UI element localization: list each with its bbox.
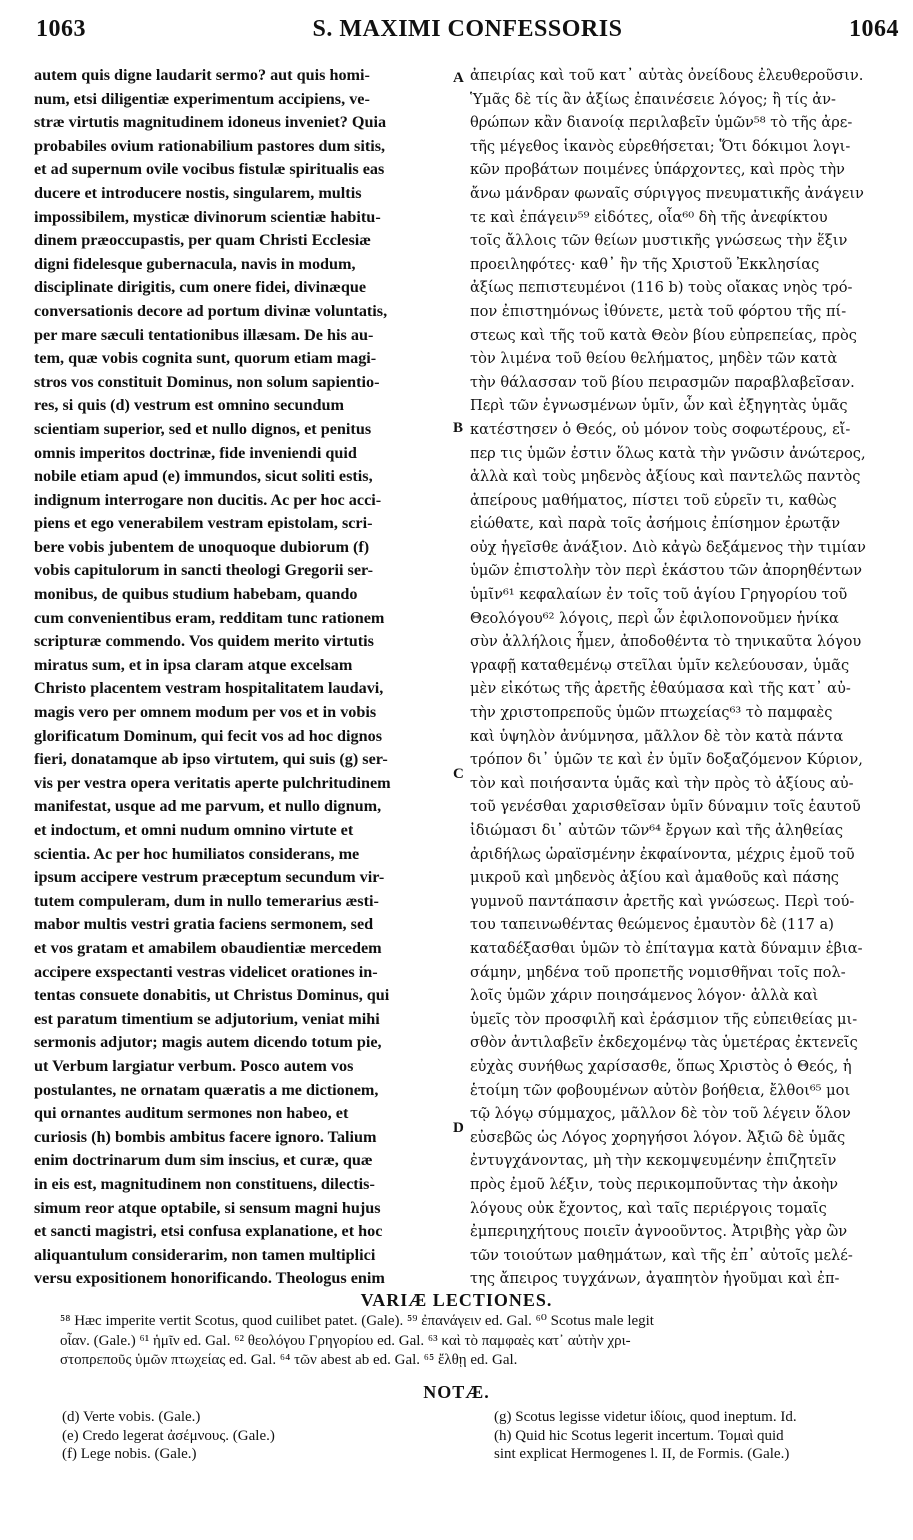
- text-line: tem, quæ vobis cognita sunt, quorum etiam magi-: [34, 349, 377, 368]
- text-line: ὑμῖν⁶¹ κεφαλαίων ἐν τοῖς τοῦ ἁγίου Γρηγορίου τοῦ: [470, 586, 848, 604]
- notae-right-column: [494, 1408, 904, 1464]
- text-line: stræ virtutis magnitudinem idoneus inveniet? Quia: [34, 113, 387, 132]
- text-line: versu expositionem honorificando. Theologus enim: [34, 1269, 385, 1288]
- text-line: κατέστησεν ὁ Θεός, οὐ μόνον τοὺς σοφωτέρους, εἴ-: [470, 420, 851, 438]
- text-line: τῶν τοιούτων μαθημάτων, καὶ τῆς ἐπ᾽ αὐτοῖς μελέ-: [470, 1246, 853, 1264]
- text-line: (h) Quid hic Scotus legerit incertum. Τομαὶ quid: [494, 1427, 784, 1444]
- text-line: Περὶ τῶν ἐγνωσμένων ὑμῖν, ὧν καὶ ἐξηγητὰς ὑμᾶς: [470, 397, 848, 415]
- text-line: γραφῇ καταθεμένῳ στεῖλαι ὑμῖν κελεύουσαν, ὑμᾶς: [470, 656, 850, 674]
- text-line: τοῦ γενέσθαι χαρισθεῖσαν ὑμῖν δύναμιν τοῖς ἑαυτοῦ: [470, 798, 861, 816]
- text-line: στεως καὶ τῆς τοῦ κατὰ Θεὸν βίου εὐπρεπείας, πρὸς: [470, 326, 857, 344]
- greek-column: [470, 64, 906, 1291]
- text-line: autem quis digne laudarit sermo? aut quis homi-: [34, 66, 370, 84]
- text-line: καὶ ὑψηλὸν ἀνύμνησα, μᾶλλον δὲ τὸν κατὰ πάντα: [470, 727, 844, 745]
- text-line: ἀπειρίας καὶ τοῦ κατ᾽ αὐτὰς ὀνείδους ἐλευθεροῦσιν.: [470, 67, 864, 84]
- text-line: (g) Scotus legisse videtur ἰδίοις, quod ineptum. Id.: [494, 1409, 797, 1425]
- text-line: τὸν λιμένα τοῦ θείου θελήματος, μηδὲν τῶν κατὰ: [470, 350, 838, 368]
- text-line: σὺν ἀλλήλοις ἦμεν, ἀποδοθέντα τὸ τηνικαῦτα λόγου: [470, 633, 862, 651]
- text-line: τρόπον δι᾽ ὑμῶν τε καὶ ἐν ὑμῖν δοξαζόμενον Κύριον,: [470, 751, 863, 769]
- text-line: ἑτοίμη τῶν φοβουμένων αὐτὸν βοήθεια, ἔλθοι⁶⁵ μοι: [470, 1081, 851, 1099]
- text-line: θρώπων κἂν διανοίᾳ περιλαβεῖν ὑμῶν⁵⁸ τὸ τῆς ἀρε-: [470, 114, 853, 132]
- text-line: glorificatum Dominum, qui fecit vos ad hoc dignos: [34, 726, 383, 745]
- text-line: προειληφότες· καθ᾽ ἣν τῆς Χριστοῦ Ἐκκλησίας: [470, 255, 820, 273]
- text-line: magis vero per omnem modum per vos et in vobis: [34, 703, 377, 722]
- text-line: του ταπεινωθέντας θεώμενος ἐμαυτὸν δὲ (117 a): [470, 916, 834, 934]
- text-line: μικροῦ καὶ μηδενὸς ἀξίου καὶ ἀμαθοῦς καὶ πάσης: [470, 869, 839, 887]
- page-number-right: 1064: [849, 15, 899, 42]
- text-line: sermonis adjutor; magis autem dicendo totum pie,: [34, 1033, 382, 1052]
- text-line: (e) Credo legerat ἀσέμνους. (Gale.): [62, 1427, 275, 1444]
- text-line: monibus, de quibus studium habebam, quando: [34, 585, 358, 604]
- text-line: στοπρεποῦς ὑμῶν πτωχείας ed. Gal. ⁶⁴ τῶν abest ab ed. Gal. ⁶⁵ ἔλθῃ ed. Gal.: [60, 1352, 518, 1368]
- text-line: ἐντυγχάνοντας, μὴ τὴν κεκομψευμένην ἐπιζητεῖν: [470, 1152, 837, 1170]
- text-line: num, etsi diligentiæ experimentum accipiens, ve-: [34, 89, 370, 108]
- text-line: τοῖς ἄλλοις τῶν θείων μυστικῆς γνώσεως τὴν ἕξιν: [470, 232, 848, 250]
- notae-left-column: [62, 1408, 462, 1464]
- margin-marker-a: A: [453, 70, 464, 86]
- text-line: per mare sæculi tentationibus illæsam. De his au-: [34, 325, 374, 344]
- text-line: ἐμπεριηχήτους ποιεῖν ἀγνοοῦντος. Ἀτριβὴς γὰρ ὢν: [470, 1223, 848, 1241]
- text-line: postulantes, ne ornatam quæratis a me dictionem,: [34, 1080, 379, 1099]
- text-line: τὸν καὶ ποιήσαντα ὑμᾶς καὶ τὴν πρὸς τὸ ἀξίους αὐ-: [470, 774, 854, 792]
- margin-marker-d: D: [453, 1120, 464, 1136]
- text-line: ducere et introducere nostis, singularem, multis: [34, 183, 362, 202]
- text-line: τὴν θάλασσαν τοῦ βίου πειρασμῶν παραβλαβεῖσαν.: [470, 373, 855, 391]
- text-line: ἀξίως πεπιστευμένοι (116 b) τοὺς οἴακας νηὸς τρό-: [470, 279, 853, 297]
- text-line: et indoctum, et omni nudum omnino virtute et: [34, 821, 354, 839]
- text-line: fieri, donatamque ab ipso virtutem, qui suis (g) ser-: [34, 750, 388, 769]
- text-line: ἀριδήλως ὡραϊσμένην ἐκφαίνοντα, μέχρις ἐμοῦ τοῦ: [470, 845, 855, 863]
- text-line: conversationis decore ad portum divinæ voluntatis,: [34, 301, 388, 320]
- running-title: S. MAXIMI CONFESSORIS: [312, 15, 623, 42]
- text-line: disciplinate dirigitis, cum onere fidei, divinæque: [34, 278, 367, 297]
- text-line: vobis capitulorum in sancti theologi Gregorii ser-: [34, 561, 374, 580]
- text-line: λόγους οὐκ ἔχοντος, καὶ ταῖς περιέργοις τομαῖς: [470, 1199, 827, 1217]
- text-line: ὑμεῖς τὸν προσφιλῆ καὶ ἐράσμιον τῆς εὐπειθείας μι-: [470, 1010, 858, 1028]
- text-line: est paratum timentium se adjutorium, veniat mihi: [34, 1009, 380, 1028]
- variae-lectiones-title: VARIÆ LECTIONES.: [360, 1290, 553, 1310]
- text-line: ἰδιώμασι δι᾽ αὐτῶν τῶν⁶⁴ ἔργων καὶ τῆς ἀληθείας: [470, 822, 844, 839]
- margin-marker-c: C: [453, 766, 464, 782]
- text-line: bere vobis jubentem de unoquoque dubiorum (f): [34, 537, 370, 556]
- text-line: σθὸν ἀντιλαβεῖν ἐκδεχομένῳ τὰς ὑμετέρας ἐκτενεῖς: [470, 1034, 858, 1052]
- text-line: περ τις ὑμῶν ἐστιν ὅλως κατὰ τὴν γνῶσιν ἀνώτερος,: [470, 444, 866, 462]
- text-line: οὐχ ἡγεῖσθε ἀνάξιον. Διὸ κἀγὼ δεξάμενος τὴν τιμίαν: [470, 538, 866, 556]
- running-header: [36, 6, 899, 52]
- text-line: nobile etiam apud (e) immundos, sicut soliti estis,: [34, 467, 373, 486]
- text-line: ut Verbum largiatur verbum. Posco autem vos: [34, 1056, 354, 1075]
- text-line: manifestat, usque ad me parvum, et nullo dignum,: [34, 797, 382, 816]
- text-line: et ad supernum ovile vocibus fistulæ spiritualis eas: [34, 160, 385, 179]
- text-line: Ὑμᾶς δὲ τίς ἂν ἀξίως ἐπαινέσειε λόγος; ἢ τίς ἀν-: [470, 90, 836, 108]
- text-line: σάμην, μηδένα τοῦ προπετῆς νομισθῆναι τοῖς πολ-: [470, 963, 846, 981]
- text-line: (f) Lege nobis. (Gale.): [62, 1446, 197, 1462]
- text-line: ipsum accipere vestrum præceptum secundum vir-: [34, 868, 385, 887]
- text-line: cum convenientibus eram, redditam tunc rationem: [34, 608, 385, 627]
- text-line: Θεολόγου⁶² λόγοις, περὶ ὧν ἐφιλοπονοῦμεν ἡνίκα: [470, 609, 839, 627]
- text-line: et vos gratam et amabilem obaudientiæ mercedem: [34, 938, 382, 957]
- margin-marker-b: B: [453, 420, 464, 436]
- text-line: ἀλλὰ καὶ τοὺς μηδενὸς ἀξίους καὶ παντελῶς παντὸς: [470, 468, 861, 486]
- variae-lectiones: [60, 1312, 880, 1371]
- text-line: μὲν εἰκότως τῆς ἀρετῆς ἐθαύμασα καὶ τῆς κατ᾽ αὐ-: [470, 680, 851, 698]
- text-line: qui ornantes auditum sermones non habeo, et: [34, 1104, 349, 1123]
- text-line: τῷ λόγῳ σύμμαχος, μᾶλλον δὲ τὸν τοῦ λέγειν ὅλον: [470, 1105, 851, 1123]
- text-line: sint explicat Hermogenes l. II, de Formis. (Gale.): [494, 1446, 790, 1462]
- text-line: τε καὶ ἐπάγειν⁵⁹ εἰδότες, οἷα⁶⁰ δὴ τῆς ἀνεφίκτου: [470, 208, 828, 226]
- text-line: indignum interrogare non ducitis. Ac per hoc acci-: [34, 490, 382, 509]
- text-line: dinem præoccupastis, per quam Christi Ecclesiæ: [34, 231, 371, 250]
- text-line: τῆς μέγεθος ἱκανὸς εὑρεθήσεται; Ὅτι δόκιμοι λογι-: [470, 137, 851, 155]
- text-line: curiosis (h) bombis ambitus facere ignoro. Talium: [34, 1127, 377, 1146]
- text-line: γυμνοῦ παντάπασιν ἀρετῆς καὶ γνώσεως. Περὶ τού-: [470, 892, 855, 910]
- text-line: εὐχὰς συνήθως χαρίσασθε, ὅπως Χριστὸς ὁ Θεός, ἡ: [470, 1057, 852, 1075]
- text-line: της ἄπειρος τυγχάνων, ἀγαπητὸν ἡγοῦμαι καὶ ἐπ-: [470, 1270, 840, 1288]
- text-line: κῶν προβάτων ποιμένες ὑπάρχοντες, καὶ πρὸς τὴν: [470, 161, 845, 179]
- text-line: scientia. Ac per hoc humiliatos considerans, me: [34, 844, 360, 863]
- text-line: (d) Verte vobis. (Gale.): [62, 1409, 201, 1425]
- text-line: simum reor atque optabile, si sensum magni hujus: [34, 1198, 381, 1217]
- text-line: καταδέξασθαι ὑμῶν τὸ ἐπίταγμα κατὰ δύναμιν ἐβια-: [470, 939, 863, 957]
- text-line: ὑμῶν ἐπιστολὴν τὸν περὶ ἑκάστου τῶν ἀπορηθέντων: [470, 562, 862, 580]
- text-line: οἶαν. (Gale.) ⁶¹ ἡμῖν ed. Gal. ⁶² θεολόγου Γρηγορίου ed. Gal. ⁶³ καὶ τὸ παμφαὲς κατ᾽ αὐτὴν χρι-: [60, 1332, 631, 1349]
- text-line: tutem compuleram, dum in nullo temerarius æsti-: [34, 891, 379, 910]
- text-line: scripturæ commendo. Vos quidem merito virtutis: [34, 632, 374, 651]
- text-line: stros vos constituit Dominus, non solum sapientio-: [34, 372, 380, 391]
- text-line: λοῖς ὑμῶν χάριν ποιησάμενος λόγον· ἀλλὰ καὶ: [470, 987, 819, 1005]
- text-line: tentas consuete donabitis, ut Christus Dominus, qui: [34, 986, 390, 1005]
- text-line: vis per vestra opera veritatis aperte pulchritudinem: [34, 773, 391, 792]
- text-line: πρὸς ἐμοῦ λέξιν, τοὺς περικομποῦντας τὴν ἀκοὴν: [470, 1175, 839, 1193]
- text-line: aliquantulum considerarim, non tamen multiplici: [34, 1245, 376, 1264]
- text-line: miratus sum, et in ipsa claram atque excelsam: [34, 655, 353, 674]
- latin-column: [34, 64, 452, 1291]
- text-line: mabor multis vestri gratia faciens sermonem, sed: [34, 915, 374, 934]
- text-line: omnis imperitos doctrinæ, fide inveniendi quid: [34, 443, 357, 462]
- page-number-left: 1063: [36, 15, 86, 42]
- text-line: res, si quis (d) vestrum est omnino secundum: [34, 396, 344, 415]
- text-line: τὴν χριστοπρεποῦς ὑμῶν πτωχείας⁶³ τὸ παμφαὲς: [470, 704, 833, 722]
- text-line: Christo placentem vestram hospitalitatem laudavi,: [34, 679, 384, 698]
- text-line: scientiam superior, sed et nullo dignos, et penitus: [34, 419, 372, 438]
- text-line: et sancti magistri, etsi confusa explanatione, et hoc: [34, 1222, 383, 1241]
- text-line: probabiles ovium rationabilium pastores dum sitis,: [34, 136, 386, 155]
- text-line: ⁵⁸ Hæc imperite vertit Scotus, quod cuilibet patet. (Gale). ⁵⁹ ἐπανάγειν ed. Gal. ⁶⁰ Scotus male legit: [60, 1313, 654, 1329]
- text-line: ἀπείρους μαθήματος, πίστει τοῦ εὑρεῖν τι, καθὼς: [470, 491, 837, 509]
- text-line: ἄνω μάνδραν φωναῖς σύριγγος πνευματικῆς ἀνάγειν: [470, 184, 864, 202]
- text-line: accipere exspectanti vestras videlicet orationes in-: [34, 962, 378, 981]
- text-line: πον ἐπιστημόνως ἰθύνετε, μετὰ τοῦ φόρτου τῆς πί-: [470, 302, 847, 320]
- text-line: enim doctrinarum dum sim inscius, et curæ, quæ: [34, 1151, 373, 1170]
- text-line: εὐσεβῶς ὡς Λόγος χορηγήσοι λόγον. Ἀξιῶ δὲ ὑμᾶς: [470, 1128, 846, 1146]
- text-line: piens et ego venerabilem vestram epistolam, scri-: [34, 514, 373, 533]
- text-line: digni fidelesque gubernacula, navis in modum,: [34, 254, 356, 273]
- notae-title: NOTÆ.: [423, 1382, 490, 1402]
- text-line: in eis est, magnitudinem non constituens, dilectis-: [34, 1174, 375, 1193]
- text-line: impossibilem, mysticæ divinorum scientiæ habitu-: [34, 207, 381, 226]
- text-line: εἰώθατε, καὶ παρὰ τοῖς ἀσήμοις ἐπίσημον ἐρωτᾷν: [470, 515, 841, 533]
